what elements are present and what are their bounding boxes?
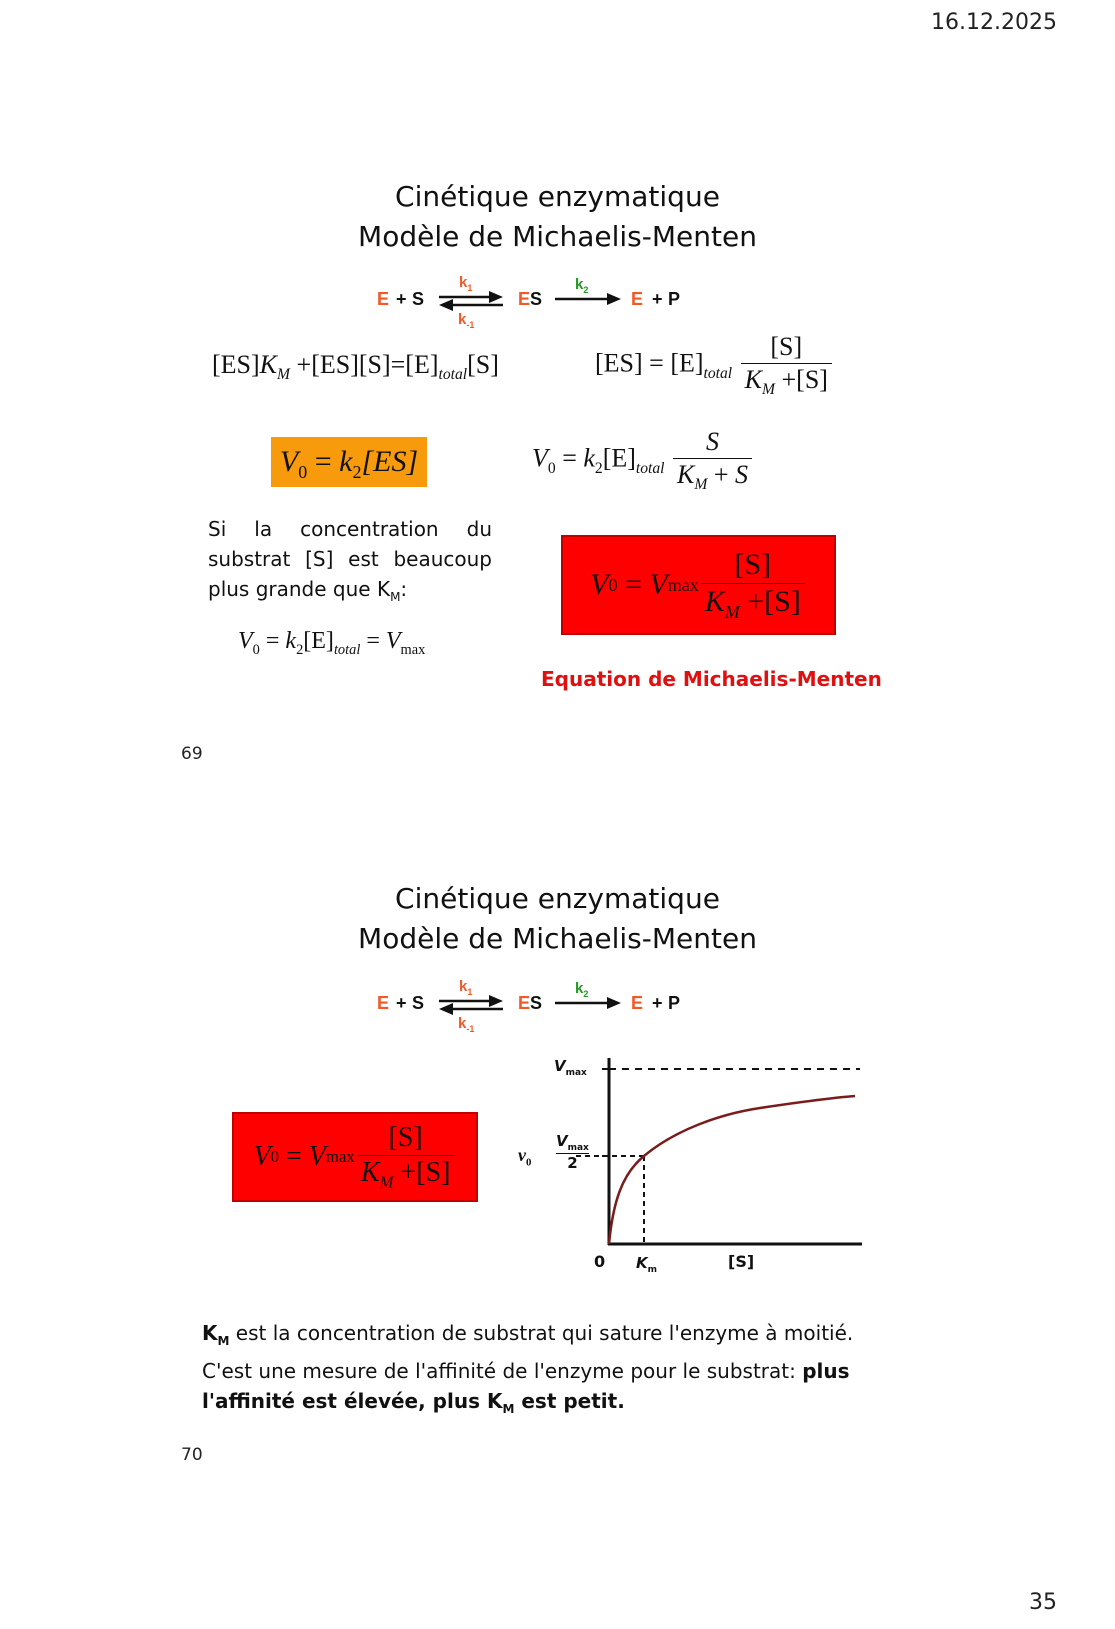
- paragraph-line3: plus grande que $K_M$:: [208, 577, 408, 604]
- text-line2: C'est une mesure de l'affinité de l'enzyme pour le substrat: plus: [202, 1359, 850, 1383]
- paragraph-line1: Si la concentration du: [208, 517, 492, 541]
- slide70-michaelis-menten-box: V 0 = V max $\frac{[S]}{K_M +[S]}$: [232, 1112, 478, 1202]
- slide70-reaction-scheme: [377, 978, 697, 1038]
- slide69-paragraph: [208, 514, 492, 612]
- forward-arrow-icon: [553, 996, 623, 1010]
- slide69-reaction-scheme: [377, 274, 697, 334]
- slide69-title: [0, 177, 1115, 257]
- k-1-label: $k_{-1}$: [458, 1015, 475, 1034]
- text-line1: $K_M$ est la concentration de substrat qui sature l'enzyme à moitié.: [202, 1321, 854, 1348]
- reaction-e: E: [377, 993, 390, 1013]
- slide69-equation-vmax: $V_0 = k_2[E]_{total} = V_{max}$: [238, 628, 426, 658]
- reaction-p: P: [668, 289, 681, 309]
- page-number: 35: [1029, 1590, 1057, 1615]
- michaelis-menten-graph: [510, 1052, 870, 1282]
- k1-label: $k_1$: [459, 978, 473, 997]
- slide70-title-line1: Cinétique enzymatique: [395, 882, 720, 915]
- equilibrium-arrows-icon: [437, 994, 505, 1016]
- slide69-equation-es: $[ES] = [E]_{total}$ $\frac{[S]}{K_M +[S]}$: [595, 332, 834, 399]
- km-label: $K_m$: [636, 1254, 658, 1275]
- k2-label: $k_2$: [575, 980, 589, 999]
- reaction-s: S: [412, 289, 425, 309]
- k2-label: $k_2$: [575, 276, 589, 295]
- reaction-plus: +: [396, 289, 407, 309]
- forward-arrow-icon: [553, 292, 623, 306]
- date: 16.12.2025: [931, 10, 1057, 35]
- slide70-text: [202, 1318, 882, 1424]
- slide70-number: 70: [181, 1445, 203, 1465]
- k-1-label: $k_{-1}$: [458, 311, 475, 330]
- slide69-equation-steady-state: $[ES]K_M +[ES][S]=[E]_{total}[S]$: [212, 350, 499, 384]
- reaction-plus: +: [396, 993, 407, 1013]
- text-line3: l'affinité est élevée, plus $K_M$ est petit.: [202, 1389, 625, 1416]
- reaction-e: E: [377, 289, 390, 309]
- slide69-michaelis-menten-box: V 0 = V max $\frac{[S]}{K_M +[S]}$: [561, 535, 836, 635]
- reaction-e2: E: [631, 289, 644, 309]
- slide69-number: 69: [181, 744, 203, 764]
- slide69-v0-k2-es-box: $V_0 = k_2[ES]$: [271, 437, 427, 487]
- vmax-label: $V_{max}$: [554, 1057, 587, 1078]
- x-axis-label: [S]: [728, 1252, 755, 1271]
- slide69-title-line2: Modèle de Michaelis-Menten: [358, 220, 757, 253]
- reaction-p: P: [668, 993, 681, 1013]
- slide69-caption: Equation de Michaelis-Menten: [541, 667, 882, 691]
- reaction-es: ES: [518, 289, 543, 309]
- reaction-plus2: +: [652, 993, 663, 1013]
- reaction-e2: E: [631, 993, 644, 1013]
- k1-label: $k_1$: [459, 274, 473, 293]
- reaction-plus2: +: [652, 289, 663, 309]
- v0-label: $v_0$: [518, 1145, 532, 1169]
- saturation-curve: [609, 1096, 855, 1244]
- slide70-title: [0, 879, 1115, 959]
- slide69-equation-v0-full: $V_0 = k_2[E]_{total}$ $\frac{S}{K_M + S}$: [532, 427, 754, 494]
- paragraph-line2: substrat [S] est beaucoup: [208, 547, 492, 571]
- equilibrium-arrows-icon: [437, 290, 505, 312]
- slide70-title-line2: Modèle de Michaelis-Menten: [358, 922, 757, 955]
- reaction-s: S: [412, 993, 425, 1013]
- half-vmax-label: $V_{max}$ 2: [556, 1132, 589, 1172]
- slide69-title-line1: Cinétique enzymatique: [395, 180, 720, 213]
- origin-label: 0: [594, 1252, 606, 1271]
- reaction-es: ES: [518, 993, 543, 1013]
